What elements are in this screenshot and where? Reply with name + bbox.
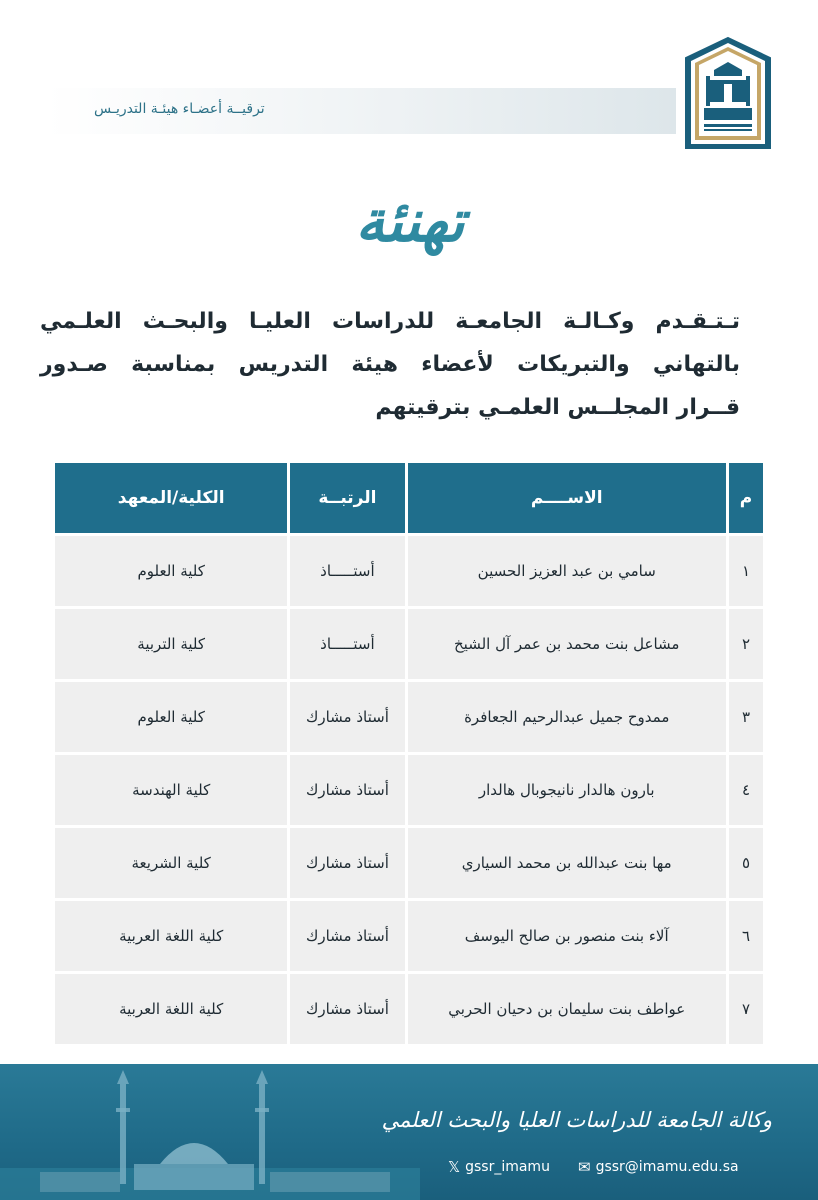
table-row — [55, 755, 763, 825]
promotions-table — [52, 460, 766, 1047]
x-contact[interactable] — [448, 1156, 550, 1178]
intro-line-2: بالتهاني والتبريكات لأعضاء هيئة التدريس بمناسبة صـدور — [40, 352, 740, 377]
table-row — [55, 609, 763, 679]
cell-num: ٢ — [729, 609, 763, 679]
table-row — [55, 974, 763, 1044]
cell-name: آلاء بنت منصور بن صالح اليوسف — [408, 901, 726, 971]
email-contact[interactable] — [578, 1156, 739, 1178]
intro-paragraph — [40, 300, 740, 429]
cell-num: ٦ — [729, 901, 763, 971]
intro-line-1: تـتـقـدم وكـالـة الجامعـة للدراسات العليـا والبحـث العلـمي — [40, 309, 740, 334]
header-name: الاســــم — [408, 463, 726, 533]
table-row — [55, 536, 763, 606]
table-row — [55, 682, 763, 752]
cell-rank: أستاذ مشارك — [290, 682, 404, 752]
cell-num: ١ — [729, 536, 763, 606]
cell-name: عواطف بنت سليمان بن دحيان الحربي — [408, 974, 726, 1044]
table-row — [55, 901, 763, 971]
cell-name: مها بنت عبدالله بن محمد السياري — [408, 828, 726, 898]
university-logo — [684, 36, 772, 150]
cell-college: كلية التربية — [55, 609, 287, 679]
x-logo-icon: 𝕏 — [448, 1158, 461, 1176]
cell-name: بارون هالدار نانيجوبال هالدار — [408, 755, 726, 825]
cell-name: مشاعل بنت محمد بن عمر آل الشيخ — [408, 609, 726, 679]
cell-rank: أستـــــاذ — [290, 536, 404, 606]
footer-banner — [0, 1064, 818, 1200]
congratulations-title: تهنئة — [355, 187, 465, 255]
header-college: الكلية/المعهد — [55, 463, 287, 533]
cell-college: كلية العلوم — [55, 682, 287, 752]
cell-college: كلية اللغة العربية — [55, 974, 287, 1044]
cell-name: سامي بن عبد العزيز الحسين — [408, 536, 726, 606]
envelope-icon: ✉ — [578, 1158, 591, 1176]
cell-college: كلية العلوم — [55, 536, 287, 606]
cell-college: كلية اللغة العربية — [55, 901, 287, 971]
cell-name: ممدوح جميل عبدالرحيم الجعافرة — [408, 682, 726, 752]
header-rank: الرتبــة — [290, 463, 404, 533]
x-handle: gssr_imamu — [465, 1159, 550, 1175]
header-subtitle: ترقيــة أعضـاء هيئـة التدريـس — [94, 101, 265, 117]
cell-num: ٤ — [729, 755, 763, 825]
mosque-illustration — [0, 1064, 420, 1200]
intro-line-3: قــرار المجلــس العلمـي بترقيتهم — [375, 395, 740, 420]
footer-title: وكالة الجامعة للدراسات العليا والبحث العلمي — [381, 1108, 772, 1132]
cell-num: ٣ — [729, 682, 763, 752]
cell-num: ٧ — [729, 974, 763, 1044]
table-row — [55, 828, 763, 898]
cell-num: ٥ — [729, 828, 763, 898]
congratulations-title-wrap — [300, 176, 520, 266]
cell-college: كلية الشريعة — [55, 828, 287, 898]
cell-rank: أستاذ مشارك — [290, 828, 404, 898]
cell-rank: أستـــــاذ — [290, 609, 404, 679]
cell-college: كلية الهندسة — [55, 755, 287, 825]
email-address: gssr@imamu.edu.sa — [595, 1159, 739, 1175]
header-num: م — [729, 463, 763, 533]
cell-rank: أستاذ مشارك — [290, 974, 404, 1044]
cell-rank: أستاذ مشارك — [290, 755, 404, 825]
table-header-row — [55, 463, 763, 533]
cell-rank: أستاذ مشارك — [290, 901, 404, 971]
